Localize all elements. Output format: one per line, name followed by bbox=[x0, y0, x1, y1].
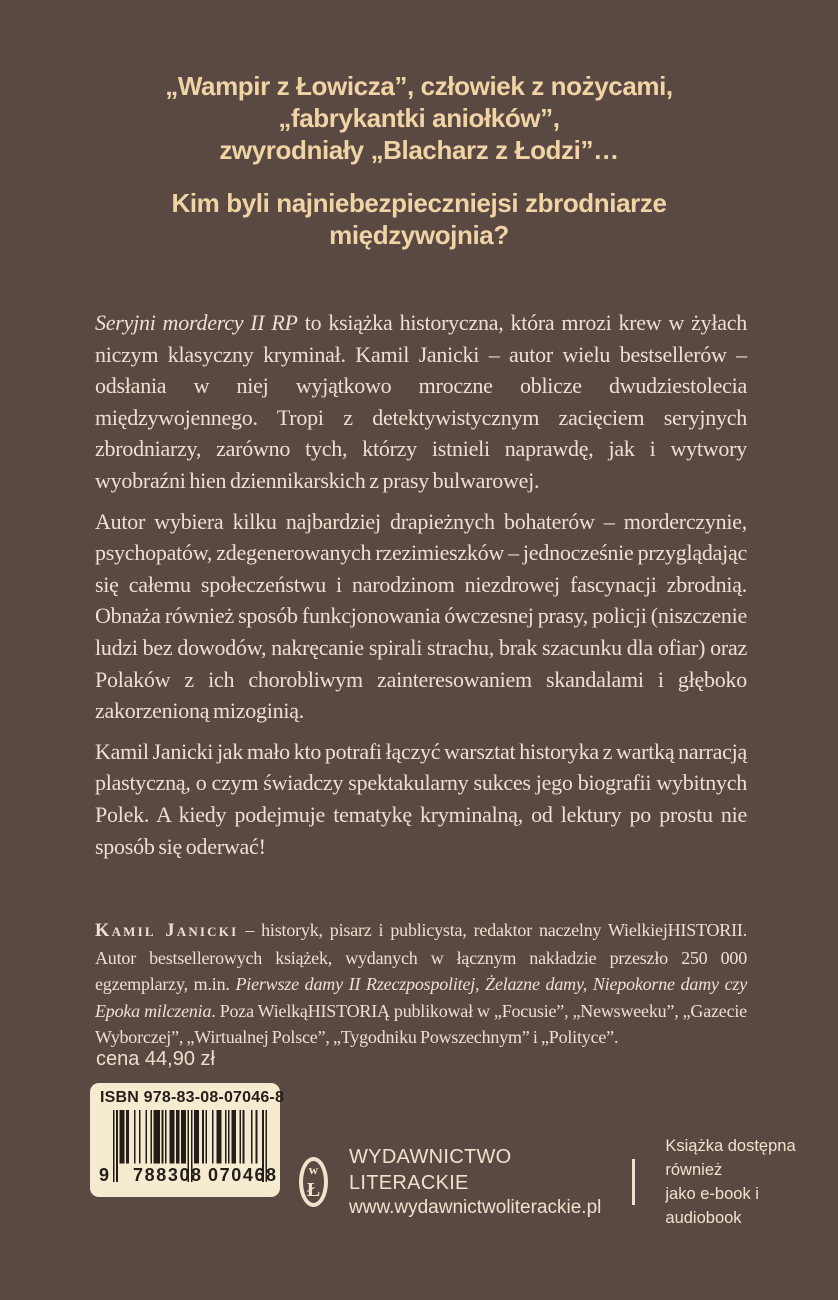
paragraph-text: Kamil Janicki jak mało kto potrafi łączyć warsztat historyka z wartką narracją plastyczną, o czym świadczy spektakularny sukces jego biografii wybitnych Polek. A kiedy podejmuje tematykę kryminalną, od lektury po prostu nie sposób się oderwać! bbox=[95, 738, 747, 859]
headline-line: „Wampir z Łowicza”, człowiek z nożycami, bbox=[165, 71, 673, 101]
synopsis-block bbox=[95, 307, 747, 862]
bio-book-titles-italic: Pierwsze damy II Rzeczpospolitej, Żelazne damy, Niepokorne damy czy Epoka milczenia bbox=[95, 974, 747, 1021]
vertical-divider bbox=[632, 1159, 635, 1205]
availability-line: jako e-book i audiobook bbox=[665, 1185, 759, 1227]
barcode-bars-area bbox=[99, 1110, 278, 1185]
author-bio bbox=[95, 917, 747, 1051]
availability-line: Książka dostępna również bbox=[665, 1137, 796, 1179]
headline-line: zwyrodniały „Blacharz z Łodzi”… bbox=[219, 135, 619, 165]
publisher-text bbox=[349, 1144, 608, 1220]
publisher-row bbox=[299, 1134, 838, 1230]
bio-text: – historyk, pisarz i publicysta, redaktor naczelny WielkiejHISTORII. Autor bestsellerowych książek, wydanych w łącznym nakładzie przeszło 250 000 egzemplarzy, m.in. bbox=[95, 920, 748, 995]
synopsis-paragraph bbox=[95, 736, 747, 862]
barcode-digit-system: 9 bbox=[99, 1165, 110, 1185]
availability-note bbox=[665, 1134, 838, 1230]
barcode-digits-right: 070468 bbox=[208, 1165, 278, 1185]
headline-question-line: Kim byli najniebezpieczniejsi zbrodniarze bbox=[171, 188, 667, 218]
logo-letter-l: Ł bbox=[306, 1179, 321, 1201]
publisher-url: www.wydawnictwoliterackie.pl bbox=[349, 1197, 602, 1218]
synopsis-paragraph bbox=[95, 307, 747, 497]
bio-text: . Poza WielkąHISTORIĄ publikował w „Focusie”, „Newsweeku”, „Gazecie Wyborczej”, „Wirtualnej Polsce”, „Tygodniku Powszechnym” i „Polityce”. bbox=[95, 1000, 747, 1048]
headline-question-line: międzywojnia? bbox=[329, 220, 509, 250]
publisher-logo-icon bbox=[299, 1157, 328, 1207]
price-label: cena 44,90 zł bbox=[96, 1048, 215, 1070]
cover-footer bbox=[0, 1046, 838, 1300]
paragraph-text: to książka historyczna, która mrozi krew w żyłach niczym klasyczny kryminał. Kamil Janicki – autor wielu bestsellerów – odsłania w niej wyjątkowo mroczne oblicze dwudziestolecia międzywojennego. Tropi z detektywistycznym zacięciem seryjnych zbrodniarzy, zarówno tych, którzy istnieli naprawdę, jak i wytwory wyobraźni hien dziennikarskich z prasy bulwarowej. bbox=[95, 310, 747, 493]
book-title-italic: Seryjni mordercy II RP bbox=[95, 310, 298, 335]
barcode-label bbox=[90, 1083, 285, 1197]
headline-block bbox=[0, 0, 838, 251]
publisher-name: WYDAWNICTWO LITERACKIE bbox=[349, 1146, 512, 1194]
author-name: Kamil Janicki bbox=[95, 921, 239, 942]
synopsis-paragraph bbox=[95, 506, 747, 727]
logo-letter-w: w bbox=[308, 1162, 319, 1177]
barcode-digits-left: 788308 bbox=[133, 1165, 203, 1185]
paragraph-text: Autor wybiera kilku najbardziej drapieżnych bohaterów – morderczynie, psychopatów, zdegenerowanych rzezimieszków – jednocześnie przyglądając się całemu społeczeństwu i narodzinom niezdrowej fascynacji zbrodnią. Obnaża również sposób funkcjonowania ówczesnej prasy, policji (niszczenie ludzi bez dowodów, nakręcanie spirali strachu, brak szacunku dla ofiar) oraz Polaków z ich chorobliwym zainteresowaniem skandalami i głęboko zakorzenioną mizoginią. bbox=[95, 508, 747, 724]
headline-line: „fabrykantki aniołków”, bbox=[278, 103, 560, 133]
isbn-text: ISBN 978-83-08-07046-8 bbox=[100, 1089, 285, 1106]
